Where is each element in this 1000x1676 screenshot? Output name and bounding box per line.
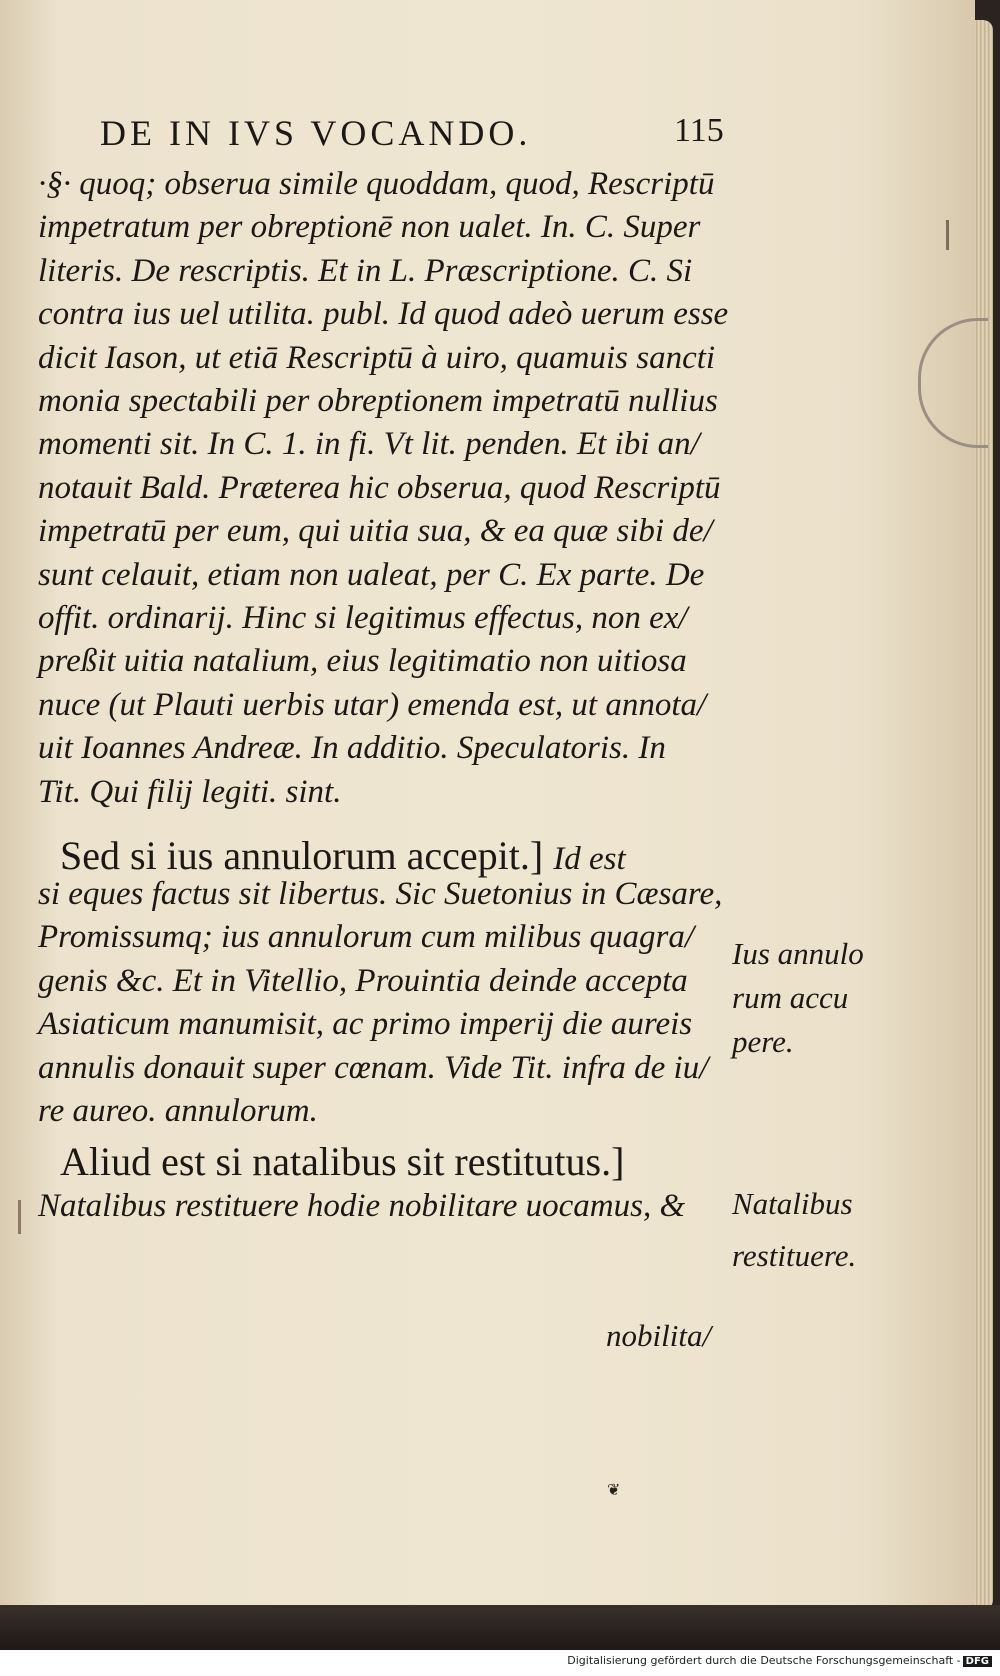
dfg-logo: DFG [963,1656,992,1667]
text-line: sunt celauit, etiam non ualeat, per C. Ex parte. De [38,556,705,593]
text-line: impetratū per eum, qui uitia sua, & ea quæ sibi de/ [38,513,713,550]
footer-credit [567,1654,992,1667]
text-line: dicit Iason, ut etiā Rescriptū à uiro, quamuis sancti [38,339,716,376]
text-line: genis &c. Et in Vitellio, Prouintia deinde accepta [38,962,688,999]
text-line: re aureo. annulorum. [38,1093,318,1129]
running-head: DE IN IVS VOCANDO. [100,113,532,153]
margin-note-line: Natalibus [732,1186,853,1221]
catchword: nobilita/ [606,1318,712,1353]
edge-mark [946,220,949,250]
text-line: ·§· quoq; obserua simile quoddam, quod, Rescriptū [38,166,715,202]
text-line: Tit. Qui filij legiti. sint. [38,773,342,810]
text-line: contra ius uel utilita. publ. Id quod adeò uerum esse [38,296,729,333]
lemma-text: Sed si ius annulorum accepit.] [60,833,544,878]
ornament-glyph: ❦ [607,1480,621,1499]
text-line: si eques factus sit libertus. Sic Suetonius in Cæsare, [38,876,723,912]
margin-note-line: rum accu [732,980,849,1015]
text-line: Promissumq; ius annulorum cum milibus quagra/ [38,919,695,956]
text-line: Asiaticum manumisit, ac primo imperij die aureis [38,1006,693,1043]
footer-text: Digitalisierung gefördert durch die Deutsche Forschungsgemeinschaft - [567,1654,961,1667]
margin-note-line: Ius annulo [732,936,864,971]
text-line: notauit Bald. Præterea hic obserua, quod Rescriptū [38,469,721,506]
text-line: annulis donauit super cœnam. Vide Tit. infra de iu/ [38,1049,709,1086]
text-line: momenti sit. In C. 1. in fi. Vt lit. penden. Et ibi an/ [38,426,700,463]
text-line: preßit uitia natalium, eius legitimatio non uitiosa [38,643,687,680]
text-line: Natalibus restituere hodie nobilitare uocamus, & [38,1188,686,1224]
margin-note-line: restituere. [732,1238,857,1273]
text-line: offit. ordinarij. Hinc si legitimus effectus, non ex/ [38,600,688,636]
binding-shadow [0,1605,1000,1650]
text-line: nuce (ut Plauti uerbis utar) emenda est, ut annota/ [38,686,707,723]
text-line: impetratum per obreptionē non ualet. In. C. Super [38,209,701,246]
edge-mark [18,1200,21,1234]
text-line: uit Ioannes Andreæ. In additio. Speculatoris. In [38,730,666,767]
lemma-heading: Aliud est si natalibus sit restitutus.] [60,1139,625,1184]
lemma-tail: Id est [553,841,626,877]
text-line: literis. De rescriptis. Et in L. Præscriptione. C. Si [38,252,693,289]
margin-note-line: pere. [732,1024,794,1059]
lemma-heading [60,832,626,879]
page-number: 115 [674,112,724,149]
text-line: monia spectabili per obreptionem impetratū nullius [38,383,718,419]
